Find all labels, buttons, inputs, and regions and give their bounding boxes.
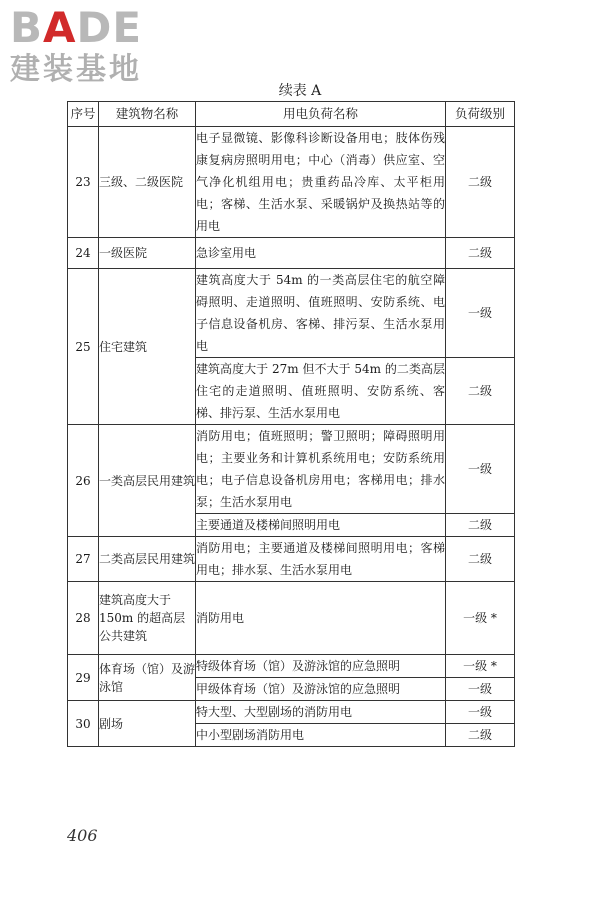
load-level: 二级 (446, 537, 515, 582)
building-name: 一类高层民用建筑 (99, 425, 196, 537)
table-caption: 续表 A (278, 83, 322, 99)
load-level: 二级 (446, 127, 515, 238)
building-name: 住宅建筑 (99, 269, 196, 425)
logo-letter-a: A (43, 3, 77, 52)
load-level: 一级 (446, 269, 515, 358)
load-name: 消防用电；主要通道及楼梯间照明用电；客梯用电；排水泵、生活水泵用电 (196, 537, 446, 582)
load-name: 电子显微镜、影像科诊断设备用电；肢体伤残康复病房照明用电；中心（消毒）供应室、空气净化机组用电；贵重药品冷库、太平柜用电；客梯、生活水泵、采暖锅炉及换热站等的用电 (196, 127, 446, 238)
load-level: 一级 * (446, 582, 515, 655)
load-level: 二级 (446, 724, 515, 747)
table-header-row (68, 102, 515, 127)
load-name: 建筑高度大于 27m 但不大于 54m 的二类高层住宅的走道照明、值班照明、安防系统、客梯、排污泵、生活水泵用电 (196, 358, 446, 425)
table-row (68, 701, 515, 724)
load-name: 特大型、大型剧场的消防用电 (196, 701, 446, 724)
load-level-table (67, 101, 515, 747)
row-number: 29 (68, 655, 99, 701)
header-level: 负荷级别 (446, 102, 515, 127)
load-level: 二级 (446, 358, 515, 425)
header-seq: 序号 (68, 102, 99, 127)
row-number: 30 (68, 701, 99, 747)
load-name: 建筑高度大于 54m 的一类高层住宅的航空障碍照明、走道照明、值班照明、安防系统、电子信息设备机房、客梯、排污泵、生活水泵用电 (196, 269, 446, 358)
building-name: 三级、二级医院 (99, 127, 196, 238)
building-name: 二类高层民用建筑 (99, 537, 196, 582)
building-name: 剧场 (99, 701, 196, 747)
load-name: 特级体育场（馆）及游泳馆的应急照明 (196, 655, 446, 678)
load-name: 消防用电 (196, 582, 446, 655)
table-row (68, 269, 515, 358)
table-row (68, 425, 515, 514)
logo-letters-de: DE (76, 3, 143, 52)
logo-letter-b: B (10, 3, 44, 52)
logo-wordmark (10, 3, 190, 52)
building-name: 一级医院 (99, 238, 196, 269)
load-level: 一级 (446, 701, 515, 724)
building-name: 体育场（馆）及游泳馆 (99, 655, 196, 701)
building-name: 建筑高度大于150m 的超高层公共建筑 (99, 582, 196, 655)
row-number: 24 (68, 238, 99, 269)
load-name: 急诊室用电 (196, 238, 446, 269)
table-row (68, 537, 515, 582)
load-name: 主要通道及楼梯间照明用电 (196, 514, 446, 537)
row-number: 23 (68, 127, 99, 238)
row-number: 28 (68, 582, 99, 655)
row-number: 25 (68, 269, 99, 425)
load-level: 一级 (446, 425, 515, 514)
row-number: 26 (68, 425, 99, 537)
load-level: 一级 (446, 678, 515, 701)
page-number: 406 (67, 826, 98, 845)
load-name: 甲级体育场（馆）及游泳馆的应急照明 (196, 678, 446, 701)
header-building: 建筑物名称 (99, 102, 196, 127)
row-number: 27 (68, 537, 99, 582)
logo-chinese: 建装基地 (10, 52, 142, 87)
table-row (68, 238, 515, 269)
load-name: 中小型剧场消防用电 (196, 724, 446, 747)
table-row (68, 582, 515, 655)
load-level: 二级 (446, 238, 515, 269)
header-load: 用电负荷名称 (196, 102, 446, 127)
load-name: 消防用电；值班照明；警卫照明；障碍照明用电；主要业务和计算机系统用电；安防系统用电；电子信息设备机房用电；客梯用电；排水泵；生活水泵用电 (196, 425, 446, 514)
load-level: 二级 (446, 514, 515, 537)
table-row (68, 655, 515, 678)
load-level: 一级 * (446, 655, 515, 678)
table-row (68, 127, 515, 238)
